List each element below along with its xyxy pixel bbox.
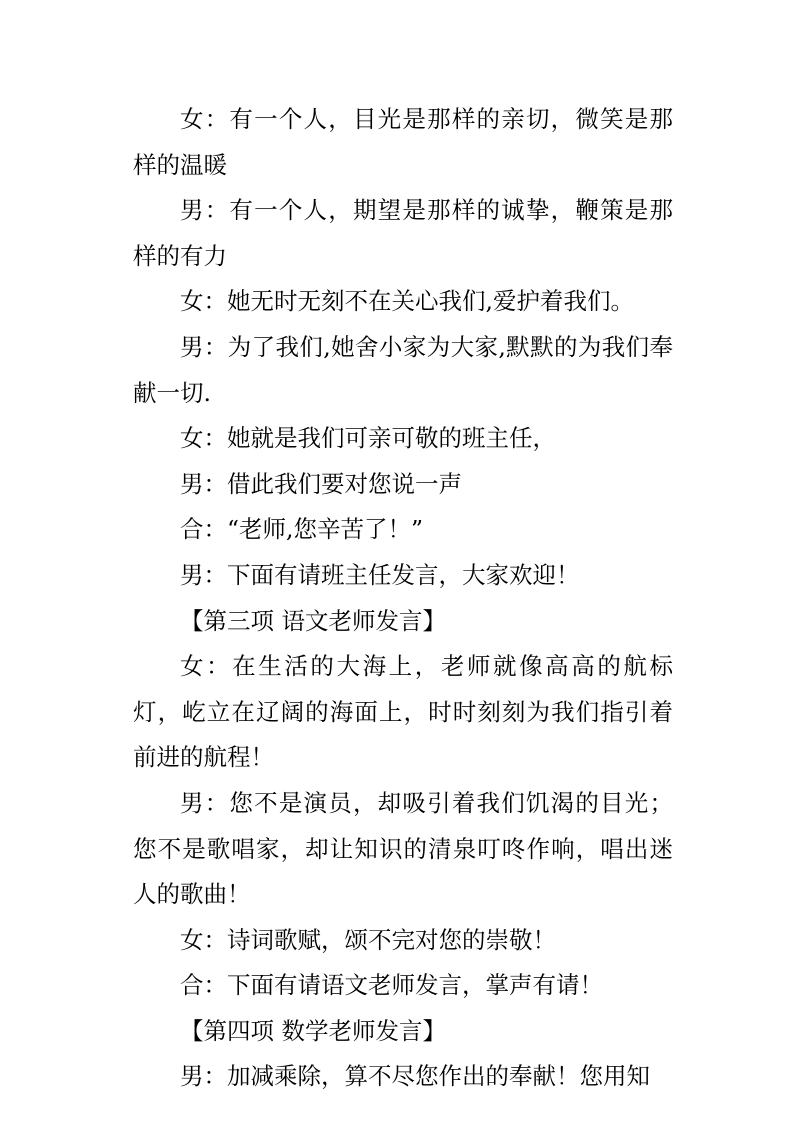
paragraph-6: 男：借此我们要对您说一声 bbox=[180, 469, 462, 498]
paragraph-10: 男：您不是演员，却吸引着我们饥渴的目光；您不是歌唱家，却让知识的清泉叮咚作响，唱出迷人的歌曲！ bbox=[133, 788, 673, 909]
paragraph-3: 女：她无时无刻不在关心我们,爱护着我们。 bbox=[180, 287, 634, 316]
paragraph-12: 合：下面有请语文老师发言，掌声有请！ bbox=[180, 971, 603, 1000]
document-body bbox=[133, 97, 673, 1100]
paragraph-11: 女：诗词歌赋，颂不完对您的崇敬！ bbox=[180, 925, 556, 954]
paragraph-5: 女：她就是我们可亲可敬的班主任， bbox=[180, 424, 556, 453]
section-heading-4: 【第四项 数学老师发言】 bbox=[180, 1016, 446, 1045]
paragraph-9: 女：在生活的大海上，老师就像高高的航标灯，屹立在辽阔的海面上，时时刻刻为我们指引着前进的航程！ bbox=[133, 652, 673, 772]
paragraph-4: 男：为了我们,她舍小家为大家,默默的为我们奉献一切. bbox=[133, 332, 673, 407]
paragraph-2: 男：有一个人，期望是那样的诚挚，鞭策是那样的有力 bbox=[133, 196, 673, 270]
paragraph-8: 男：下面有请班主任发言，大家欢迎！ bbox=[180, 560, 580, 589]
paragraph-7: 合：“老师,您辛苦了！” bbox=[180, 515, 423, 544]
paragraph-13: 男：加减乘除，算不尽您作出的奉献！您用知 bbox=[180, 1062, 650, 1091]
paragraph-1: 女：有一个人，目光是那样的亲切，微笑是那样的温暖 bbox=[133, 105, 673, 179]
section-heading-3: 【第三项 语文老师发言】 bbox=[180, 606, 446, 635]
